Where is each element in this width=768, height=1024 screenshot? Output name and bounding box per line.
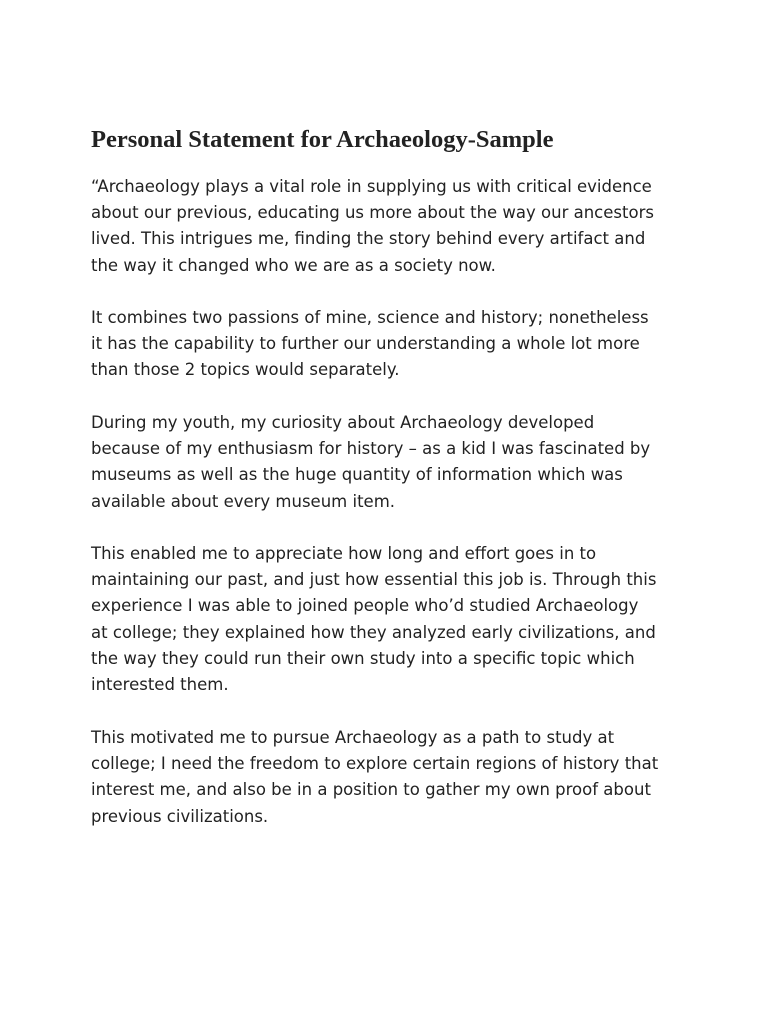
paragraph-4 [91,541,656,698]
paragraph-line: During my youth, my curiosity about Archaeology developed [91,413,595,432]
paragraph-line: This motivated me to pursue Archaeology as a path to study at [91,728,615,747]
paragraph-3 [91,410,650,515]
document-title: Personal Statement for Archaeology-Sample [91,126,554,153]
paragraph-line: than those 2 topics would separately. [91,360,400,380]
paragraph-line: experience I was able to joined people who’d studied Archaeology [91,596,639,616]
paragraph-2 [91,305,649,384]
paragraph-line: it has the capability to further our understanding a whole lot more [91,334,640,354]
paragraph-line: lived. This intrigues me, finding the story behind every artifact and [91,229,646,249]
paragraph-line: “Archaeology plays a vital role in supplying us with critical evidence [91,177,652,196]
paragraph-line: maintaining our past, and just how essential this job is. Through this [91,570,657,590]
paragraph-5 [91,725,658,830]
paragraph-line: the way they could run their own study into a specific topic which [91,648,635,668]
paragraph-line: museums as well as the huge quantity of information which was [91,465,623,485]
paragraph-line: available about every museum item. [91,491,396,511]
paragraph-1 [91,174,654,279]
paragraph-line: the way it changed who we are as a society now. [91,255,496,275]
paragraph-line: because of my enthusiasm for history – as a kid I was fascinated by [91,439,651,459]
paragraph-line: It combines two passions of mine, science and history; nonetheless [91,308,649,327]
paragraph-line: interest me, and also be in a position to gather my own proof about [91,780,651,800]
paragraph-line: at college; they explained how they analyzed early civilizations, and [91,622,656,642]
paragraph-line: interested them. [91,675,229,695]
paragraph-line: previous civilizations. [91,806,269,826]
paragraph-line: This enabled me to appreciate how long and effort goes in to [91,544,597,563]
paragraph-line: about our previous, educating us more about the way our ancestors [91,203,654,223]
paragraph-line: college; I need the freedom to explore certain regions of history that [91,754,659,774]
